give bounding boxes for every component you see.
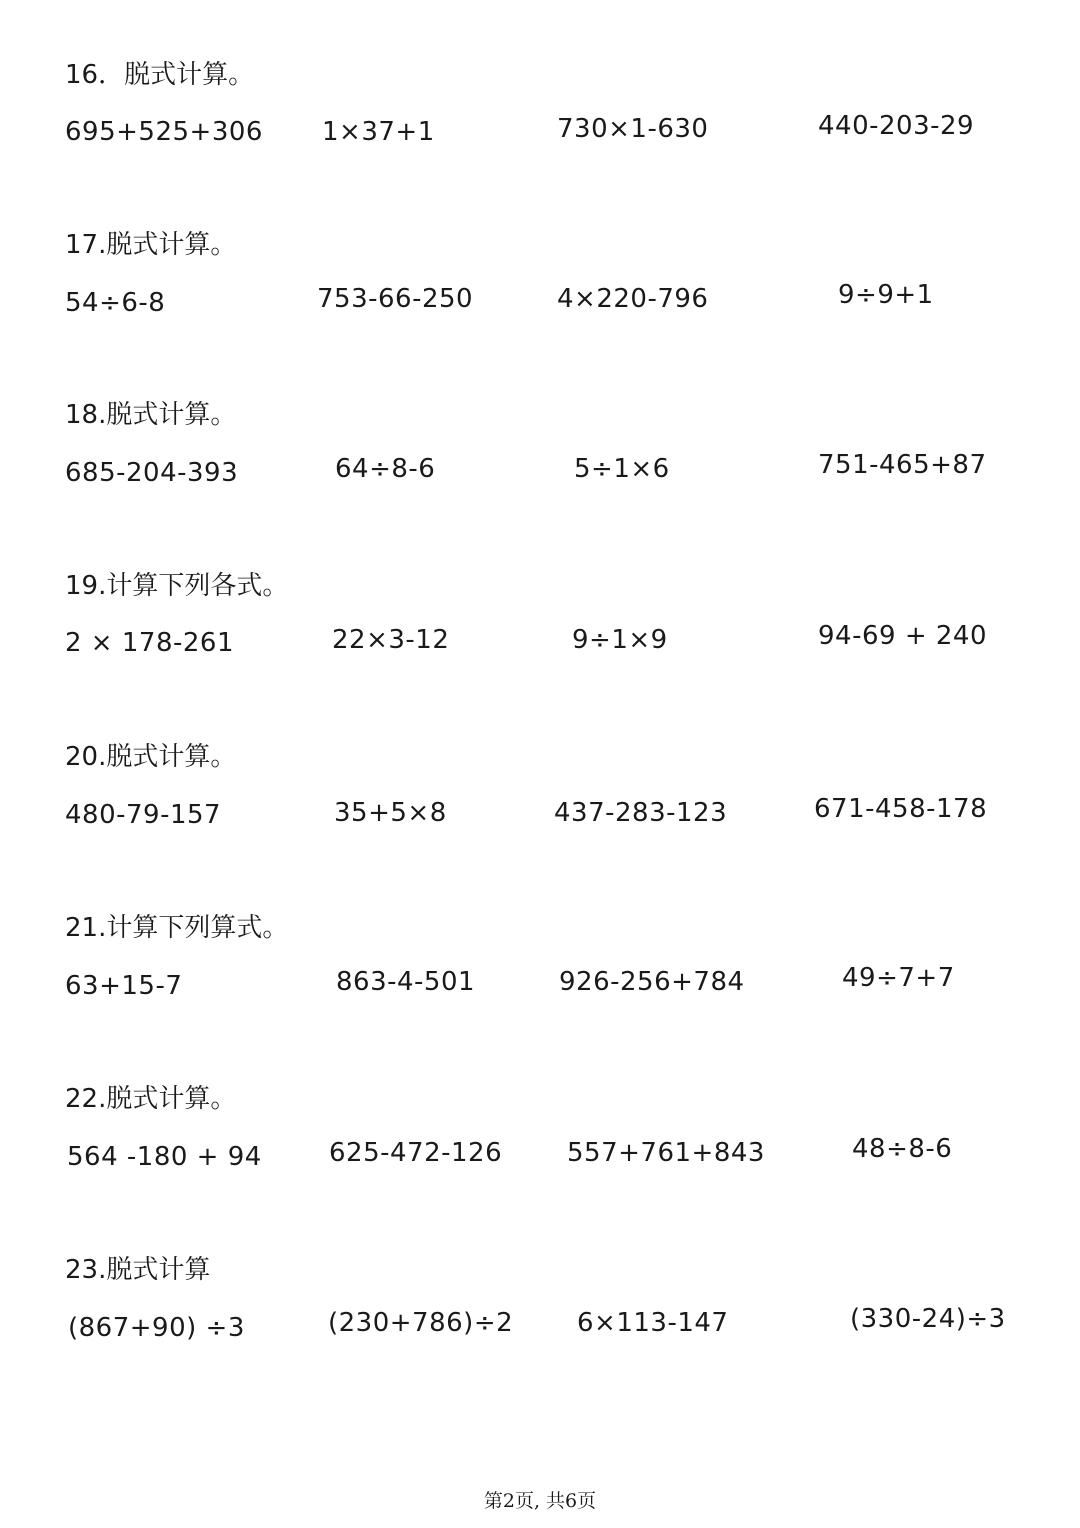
expression: 926-256+784 — [559, 967, 745, 997]
problem-16 — [0, 58, 1080, 208]
expression: 753-66-250 — [317, 284, 474, 314]
expression: 63+15-7 — [65, 971, 183, 1001]
expression: 5÷1×6 — [574, 454, 670, 484]
expression: 54÷6-8 — [65, 288, 166, 318]
problem-23 — [0, 1253, 1080, 1403]
problem-heading: 19.计算下列各式。 — [65, 571, 289, 601]
expression: (867+90) ÷3 — [68, 1313, 245, 1343]
expression: 2 × 178-261 — [65, 628, 234, 658]
expression: 564 -180 + 94 — [67, 1142, 262, 1172]
expression: 94-69 + 240 — [818, 621, 987, 651]
problem-heading: 20.脱式计算。 — [65, 742, 237, 772]
problem-heading: 22.脱式计算。 — [65, 1084, 237, 1114]
expression: (330-24)÷3 — [850, 1304, 1006, 1334]
problem-20 — [0, 740, 1080, 890]
page-footer: 第2页, 共6页 — [483, 1490, 597, 1512]
problem-21 — [0, 911, 1080, 1061]
expression: 35+5×8 — [334, 798, 447, 828]
expression: 751-465+87 — [818, 450, 987, 480]
expression: 437-283-123 — [554, 798, 728, 828]
expression: 730×1-630 — [557, 114, 709, 144]
expression: 22×3-12 — [332, 625, 450, 655]
expression: 863-4-501 — [336, 967, 476, 997]
problem-17 — [0, 228, 1080, 378]
expression: (230+786)÷2 — [328, 1308, 514, 1338]
problem-heading: 17.脱式计算。 — [65, 230, 237, 260]
expression: 48÷8-6 — [852, 1134, 953, 1164]
expression: 64÷8-6 — [335, 454, 436, 484]
problem-18 — [0, 398, 1080, 548]
expression: 9÷1×9 — [572, 625, 668, 655]
expression: 440-203-29 — [818, 111, 975, 141]
expression: 557+761+843 — [567, 1138, 765, 1168]
expression: 49÷7+7 — [842, 963, 955, 993]
problem-heading: 16．脱式计算。 — [65, 60, 255, 90]
expression: 480-79-157 — [65, 800, 222, 830]
expression: 671-458-178 — [814, 794, 988, 824]
problem-22 — [0, 1082, 1080, 1232]
expression: 695+525+306 — [65, 117, 263, 147]
expression: 685-204-393 — [65, 458, 239, 488]
expression: 625-472-126 — [329, 1138, 503, 1168]
expression: 4×220-796 — [557, 284, 709, 314]
expression: 1×37+1 — [322, 117, 435, 147]
expression: 6×113-147 — [577, 1308, 729, 1338]
problem-heading: 21.计算下列算式。 — [65, 913, 289, 943]
problem-heading: 18.脱式计算。 — [65, 400, 237, 430]
expression: 9÷9+1 — [838, 280, 934, 310]
problem-19 — [0, 569, 1080, 719]
problem-heading: 23.脱式计算 — [65, 1255, 211, 1285]
